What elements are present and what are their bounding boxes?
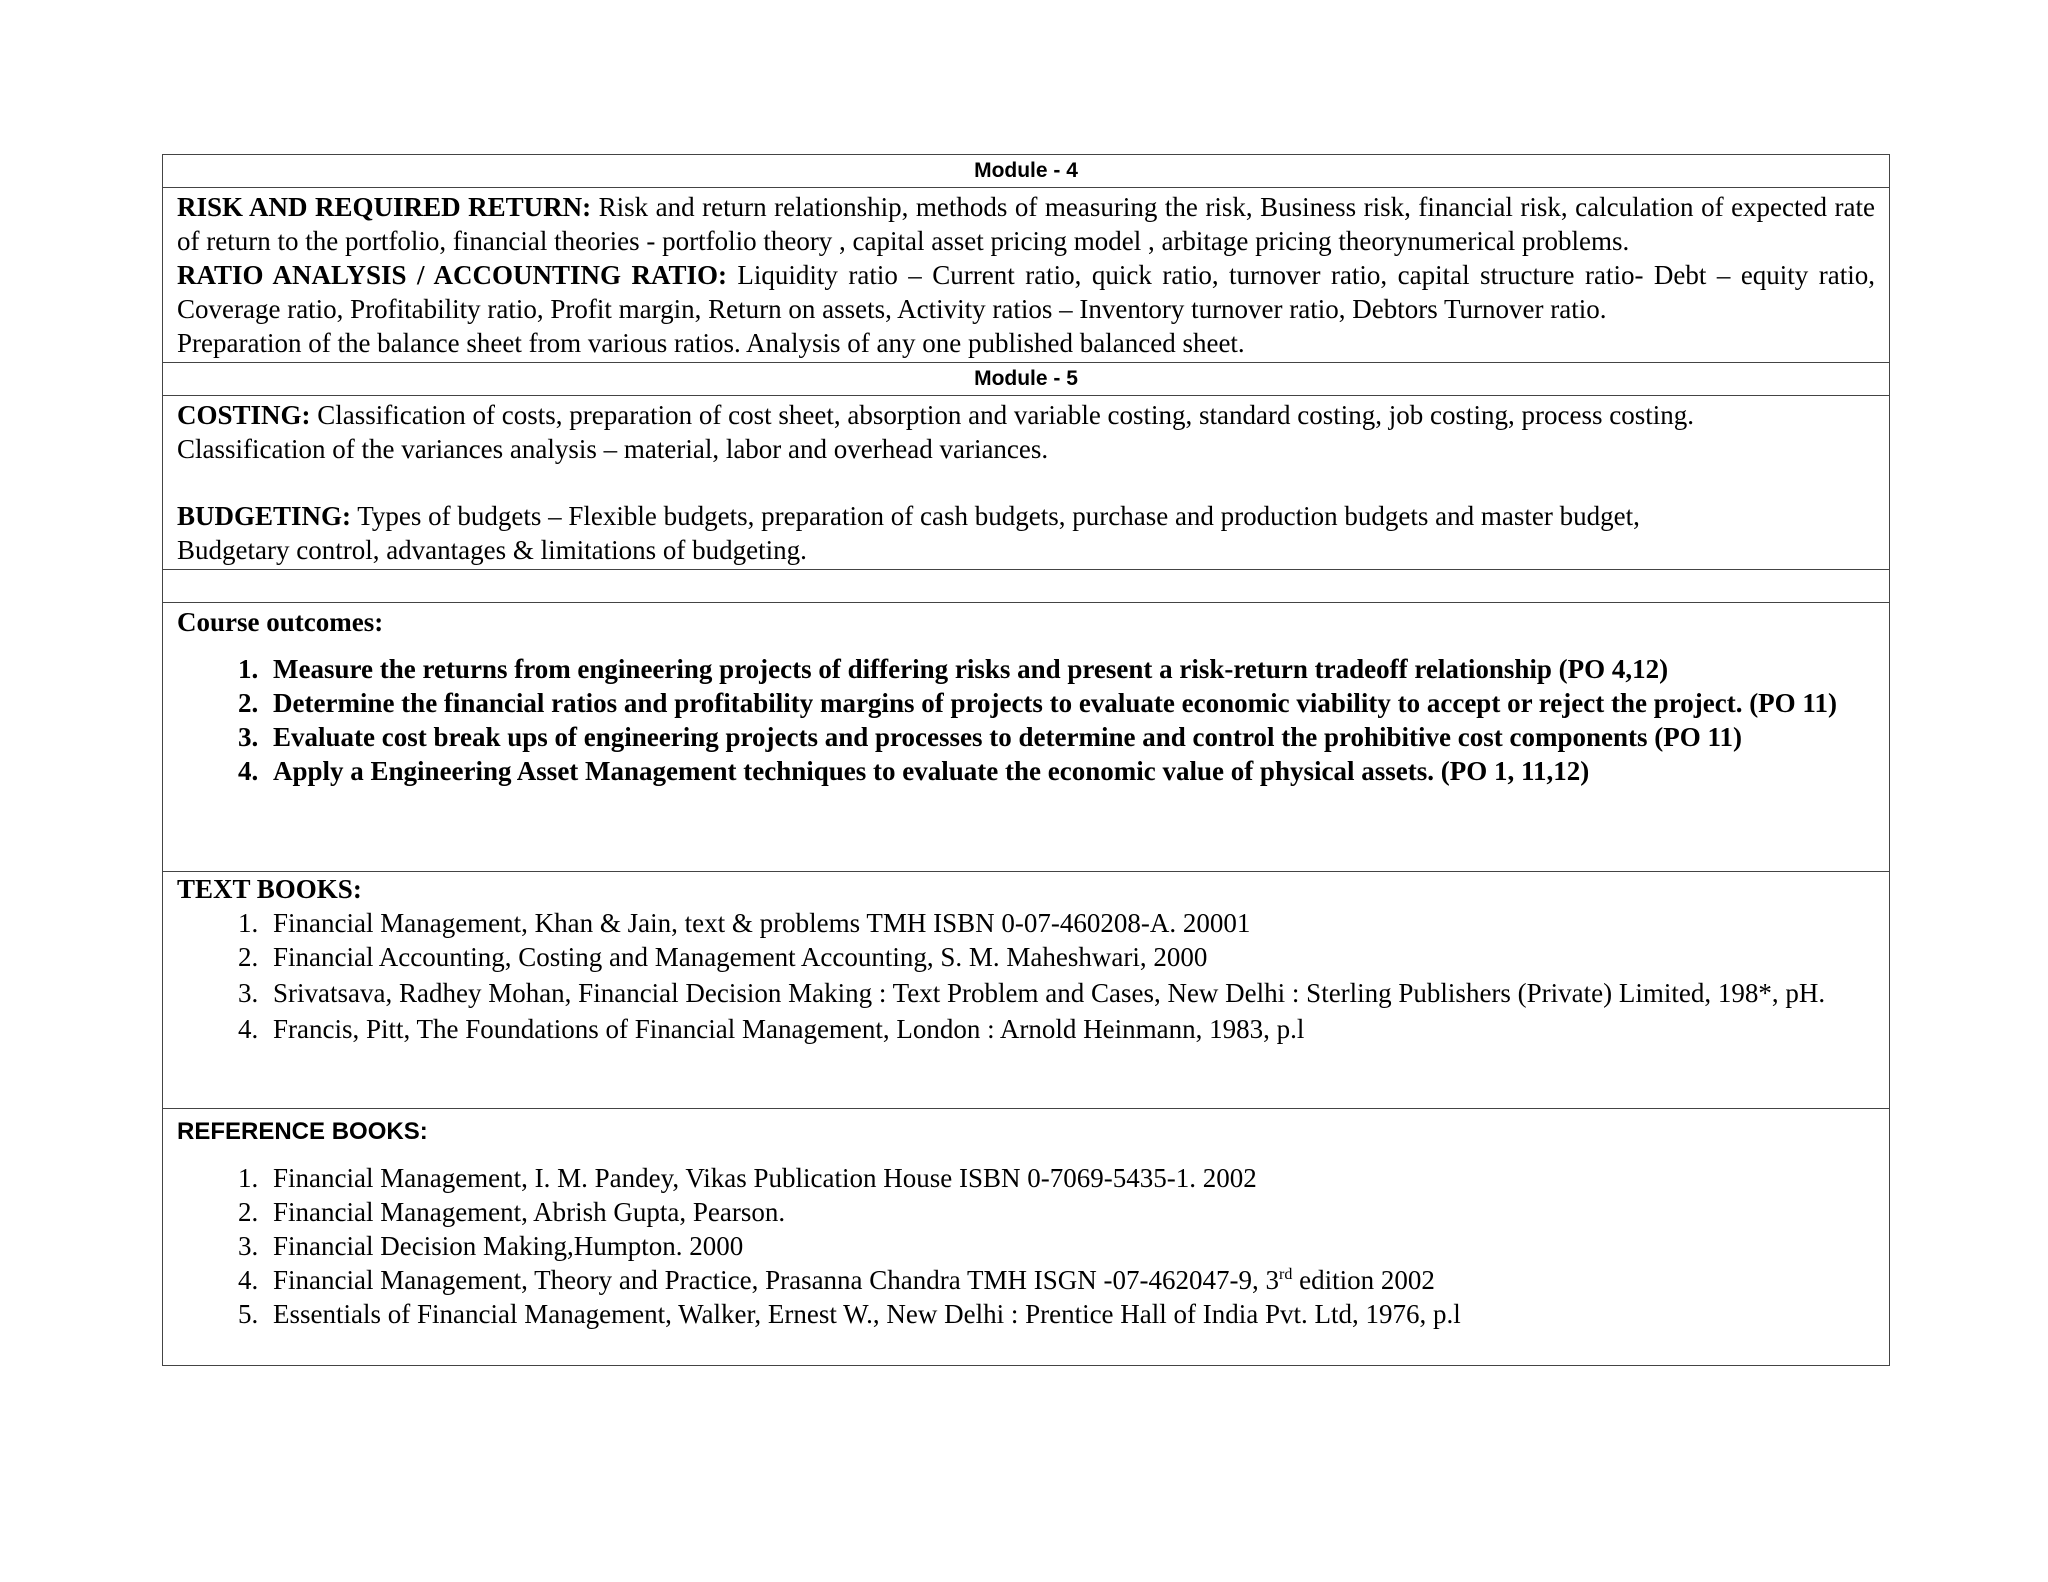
reference-books-title: REFERENCE BOOKS: — [177, 1118, 428, 1145]
outcomes-cell — [163, 603, 1890, 872]
module-5-header-row — [163, 363, 1890, 396]
ratio-title: RATIO ANALYSIS / ACCOUNTING RATIO: — [177, 260, 727, 290]
module-4-content — [163, 188, 1890, 363]
reference-books-row — [163, 1109, 1890, 1366]
outcomes-title: Course outcomes: — [177, 607, 384, 637]
list-item: 3. Financial Decision Making,Humpton. 2000 — [265, 1229, 1875, 1263]
spacer — [177, 466, 1875, 499]
list-item: 1. Measure the returns from engineering projects of differing risks and present a risk-return tradeoff relationship (PO 4,12) — [265, 652, 1875, 686]
text-books-title: TEXT BOOKS: — [177, 874, 362, 904]
ref-item-4-text: Financial Management, Theory and Practice, Prasanna Chandra TMH ISGN -07-462047-9, 3 — [273, 1265, 1280, 1295]
empty-row — [163, 570, 1890, 603]
module-4-header-row — [163, 155, 1890, 188]
risk-title: RISK AND REQUIRED RETURN: — [177, 192, 592, 222]
risk-paragraph — [177, 190, 1875, 258]
reference-books-cell — [163, 1109, 1890, 1366]
outcomes-row — [163, 603, 1890, 872]
list-item: 1. Financial Management, I. M. Pandey, Vikas Publication House ISBN 0-7069-5435-1. 2002 — [265, 1161, 1875, 1195]
budgeting-paragraph — [177, 499, 1875, 533]
ratio-text: Liquidity ratio – Current ratio, quick ratio, turnover ratio, capital structure ratio- Debt – equity ratio, Coverage ratio, Profitability ratio, Profit margin, Return on assets, Activity ratios – Inventory turnover ratio, Debtors Turnover ratio. — [177, 260, 1875, 324]
list-item: 5. Essentials of Financial Management, Walker, Ernest W., New Delhi : Prentice Hall of India Pvt. Ltd, 1976, p.l — [265, 1297, 1875, 1331]
list-item: 4. Apply a Engineering Asset Management techniques to evaluate the economic value of physical assets. (PO 1, 11,12) — [265, 754, 1875, 788]
module-5-content-row — [163, 396, 1890, 570]
costing-paragraph — [177, 398, 1875, 432]
module-4-content-row — [163, 188, 1890, 363]
risk-text: Risk and return relationship, methods of measuring the risk, Business risk, financial risk, calculation of expected rate of return to the portfolio, financial theories - portfolio theory , capital asset pricing model , arbitage pricing theorynumerical problems. — [177, 192, 1875, 256]
list-item: 2. Financial Management, Abrish Gupta, Pearson. — [265, 1195, 1875, 1229]
text-books-list — [177, 906, 1875, 1046]
list-item: 3. Evaluate cost break ups of engineering projects and processes to determine and control the prohibitive cost components (PO 11) — [265, 720, 1875, 754]
budgeting-title: BUDGETING: — [177, 501, 352, 531]
module-5-header: Module - 5 — [163, 363, 1890, 396]
budgeting-paragraph-2: Budgetary control, advantages & limitations of budgeting. — [177, 535, 807, 565]
ref-item-4-edition: edition 2002 — [1292, 1265, 1435, 1295]
list-item: 4. Francis, Pitt, The Foundations of Financial Management, London : Arnold Heinmann, 1983, p.l — [265, 1012, 1875, 1046]
text-books-cell — [163, 872, 1890, 1109]
module-4-header: Module - 4 — [163, 155, 1890, 188]
list-item — [265, 1263, 1875, 1297]
list-item: 3. Srivatsava, Radhey Mohan, Financial Decision Making : Text Problem and Cases, New Delhi : Sterling Publishers (Private) Limited, 198*, pH. — [265, 974, 1875, 1012]
outcomes-list — [177, 652, 1875, 788]
ref-item-4-superscript: rd — [1279, 1266, 1293, 1283]
module-5-content — [163, 396, 1890, 570]
list-item: 2. Determine the financial ratios and profitability margins of projects to evaluate economic viability to accept or reject the project. (PO 11) — [265, 686, 1875, 720]
ratio-paragraph-2: Preparation of the balance sheet from various ratios. Analysis of any one published balanced sheet. — [177, 328, 1245, 358]
list-item: 1. Financial Management, Khan & Jain, text & problems TMH ISBN 0-07-460208-A. 20001 — [265, 906, 1875, 940]
costing-paragraph-2: Classification of the variances analysis – material, labor and overhead variances. — [177, 434, 1049, 464]
reference-books-list — [177, 1161, 1875, 1331]
text-books-row — [163, 872, 1890, 1109]
costing-text: Classification of costs, preparation of cost sheet, absorption and variable costing, standard costing, job costing, process costing. — [310, 400, 1694, 430]
empty-cell — [163, 570, 1890, 603]
costing-title: COSTING: — [177, 400, 311, 430]
syllabus-table — [162, 154, 1890, 1366]
ratio-paragraph — [177, 258, 1875, 326]
budgeting-text: Types of budgets – Flexible budgets, preparation of cash budgets, purchase and production budgets and master budget, — [351, 501, 1640, 531]
list-item: 2. Financial Accounting, Costing and Management Accounting, S. M. Maheshwari, 2000 — [265, 940, 1875, 974]
